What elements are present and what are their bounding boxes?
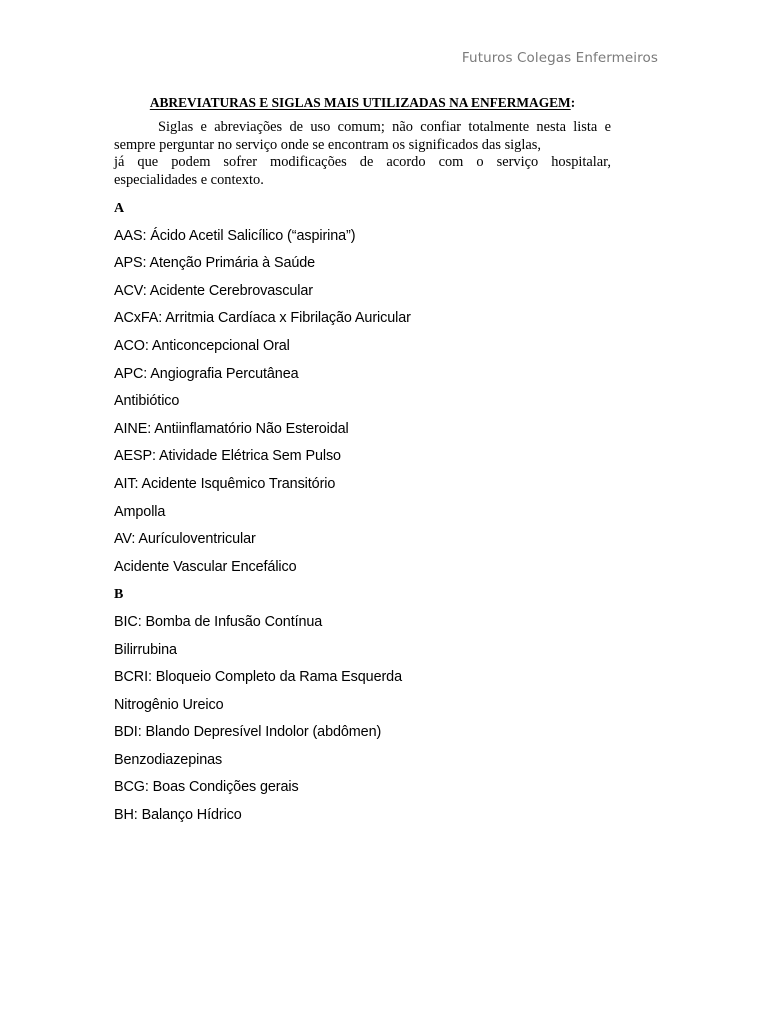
list-item: AIT: Acidente Isquêmico Transitório: [114, 475, 336, 492]
list-item: Ampolla: [114, 503, 166, 520]
list-item: AESP: Atividade Elétrica Sem Pulso: [114, 448, 341, 465]
intro-line: sempre perguntar no serviço onde se encontram os significados das siglas,: [114, 136, 541, 153]
list-item: AINE: Antiinflamatório Não Esteroidal: [114, 420, 349, 437]
list-item: Antibiótico: [114, 393, 180, 410]
list-item: APS: Atenção Primária à Saúde: [114, 255, 316, 272]
list-item: AAS: Ácido Acetil Salicílico (“aspirina”): [114, 227, 356, 244]
list-item: ACO: Anticoncepcional Oral: [114, 337, 290, 354]
list-item: BDI: Blando Depresível Indolor (abdômen): [114, 724, 382, 741]
entry-list: [114, 609, 611, 830]
entry-list: [114, 223, 611, 582]
intro-line: Siglas e abreviações de uso comum; não confiar totalmente nesta lista e: [158, 119, 611, 135]
intro-paragraph: [114, 119, 611, 189]
list-item: APC: Angiografia Percutânea: [114, 365, 299, 382]
document-title-colon: :: [570, 95, 576, 110]
section-b: [114, 581, 611, 829]
list-item: Benzodiazepinas: [114, 751, 223, 768]
section-a: [114, 195, 611, 581]
list-item: Bilirrubina: [114, 641, 177, 658]
list-item: ACxFA: Arritmia Cardíaca x Fibrilação Auricular: [114, 310, 411, 327]
intro-line: especialidades e contexto.: [114, 171, 264, 188]
list-item: AV: Aurículoventricular: [114, 531, 256, 548]
list-item: BH: Balanço Hídrico: [114, 807, 242, 824]
section-letter: B: [114, 587, 124, 603]
list-item: BIC: Bomba de Infusão Contínua: [114, 613, 323, 630]
document-body: [114, 94, 611, 830]
list-item: BCG: Boas Condições gerais: [114, 779, 299, 796]
running-header: Futuros Colegas Enfermeiros: [461, 50, 658, 66]
list-item: Acidente Vascular Encefálico: [114, 558, 297, 575]
section-letter: A: [114, 201, 125, 216]
document-title: [114, 94, 611, 111]
list-item: ACV: Acidente Cerebrovascular: [114, 282, 313, 299]
document-title-text: ABREVIATURAS E SIGLAS MAIS UTILIZADAS NA ENFERMAGEM: [149, 95, 571, 110]
intro-line: já que podem sofrer modificações de acordo com o serviço hospitalar,: [114, 154, 611, 170]
list-item: BCRI: Bloqueio Completo da Rama Esquerda: [114, 669, 402, 686]
list-item: Nitrogênio Ureico: [114, 696, 224, 713]
